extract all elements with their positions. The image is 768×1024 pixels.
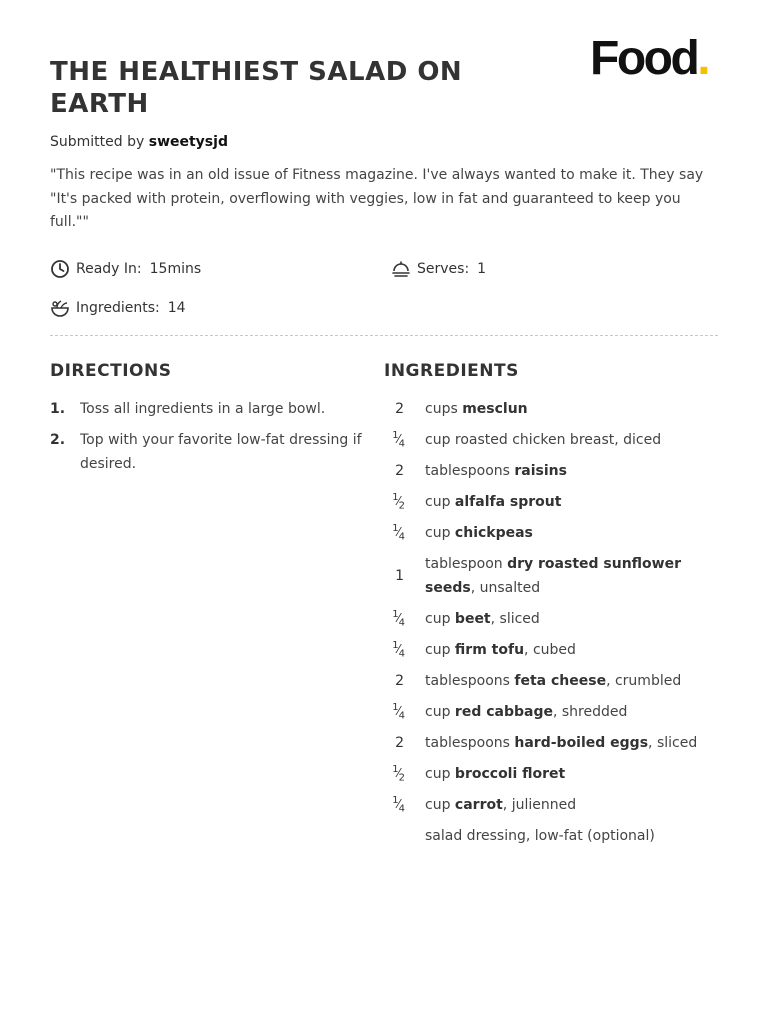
step-text: Top with your favorite low-fat dressing if desired. [80, 432, 362, 472]
fraction-numerator: 1 [392, 702, 398, 714]
ingredient-item [384, 428, 718, 452]
ingredient-text [425, 490, 718, 514]
ingredient-name[interactable]: chickpeas [454, 525, 533, 541]
ingredient-quantity [384, 463, 404, 479]
ingredient-unit: cup roasted chicken breast, diced [425, 432, 662, 448]
fraction-numerator: 1 [392, 430, 398, 442]
quantity-fraction [392, 764, 404, 784]
ingredient-item [384, 824, 718, 848]
ingredient-unit: tablespoon [425, 556, 508, 572]
step-number: 2. [50, 432, 66, 448]
ingredients-count [50, 298, 186, 318]
ready-in-value: 15mins [149, 261, 202, 277]
fraction-denominator: 2 [398, 500, 404, 512]
ready-in-label: Ready In: [76, 261, 142, 277]
ingredient-unit: tablespoons [425, 735, 515, 751]
directions-heading: DIRECTIONS [50, 361, 172, 381]
serving-dish-icon [391, 259, 411, 279]
ingredient-note: , cubed [524, 642, 576, 658]
direction-step [50, 428, 385, 476]
ingredient-note: , crumbled [606, 673, 682, 689]
fraction-numerator: 1 [392, 764, 398, 776]
ingredient-quantity [384, 735, 404, 751]
fraction-numerator: 1 [392, 640, 398, 652]
logo-dot: . [697, 32, 709, 85]
fraction-slash: ⁄ [397, 611, 399, 626]
serves [391, 259, 486, 279]
ingredient-text [425, 762, 718, 786]
fraction-denominator: 4 [398, 438, 404, 450]
quantity-fraction [392, 492, 404, 512]
ingredient-name[interactable]: firm tofu [454, 642, 525, 658]
quantity-whole: 2 [395, 673, 404, 689]
ingredient-text [425, 793, 718, 817]
fraction-slash: ⁄ [397, 766, 399, 781]
ingredient-item [384, 793, 718, 817]
ingredients-count-label: Ingredients: [76, 300, 160, 316]
serves-value: 1 [477, 261, 487, 277]
fraction-numerator: 1 [392, 492, 398, 504]
recipe-description: "This recipe was in an old issue of Fitness magazine. I've always wanted to make it. They say "It's packed with protein, overflowing with veggies, low in fat and guaranteed to keep you full."" [50, 167, 704, 230]
ingredient-text [425, 552, 718, 600]
ingredient-text [425, 397, 718, 421]
ingredient-unit: cup [425, 766, 455, 782]
ingredient-text [425, 607, 718, 631]
ingredient-text [425, 669, 718, 693]
ingredient-note: , sliced [490, 611, 540, 627]
ingredient-unit: cup [425, 525, 455, 541]
fraction-numerator: 1 [392, 795, 398, 807]
ingredient-note: , julienned [502, 797, 577, 813]
ingredient-text [425, 638, 718, 662]
ingredient-text [425, 824, 718, 848]
ingredient-item [384, 490, 718, 514]
clock-icon [50, 259, 70, 279]
fraction-denominator: 4 [398, 710, 404, 722]
ingredient-unit: cup [425, 611, 455, 627]
ingredient-name[interactable]: red cabbage [454, 704, 553, 720]
ingredient-unit: cup [425, 797, 455, 813]
ingredient-text [425, 731, 718, 755]
ingredient-text [425, 700, 718, 724]
ingredient-text [425, 521, 718, 545]
direction-step [50, 397, 385, 421]
quantity-whole: 1 [395, 568, 404, 584]
ingredient-quantity [384, 673, 404, 689]
ingredient-name[interactable]: carrot [454, 797, 503, 813]
fraction-denominator: 4 [398, 648, 404, 660]
fraction-slash: ⁄ [397, 642, 399, 657]
fraction-denominator: 2 [398, 772, 404, 784]
ingredient-item [384, 731, 718, 755]
author-name[interactable]: sweetysjd [148, 134, 228, 150]
ingredient-item [384, 397, 718, 421]
submitted-by [50, 132, 228, 152]
fraction-denominator: 4 [398, 617, 404, 629]
ingredient-note: , shredded [552, 704, 628, 720]
ingredient-name[interactable]: hard-boiled eggs [514, 735, 649, 751]
ingredient-item [384, 669, 718, 693]
ingredient-item [384, 459, 718, 483]
ingredient-item [384, 607, 718, 631]
fraction-numerator: 1 [392, 523, 398, 535]
recipe-title: THE HEALTHIEST SALAD ON EARTH [50, 57, 463, 119]
fraction-slash: ⁄ [397, 494, 399, 509]
ingredient-unit: cup [425, 494, 455, 510]
ingredient-item [384, 552, 718, 600]
logo-text: Food [590, 32, 698, 85]
ingredient-name[interactable]: mesclun [462, 401, 528, 417]
ingredients-bowl-icon [50, 298, 70, 318]
directions-list [50, 397, 385, 483]
quantity-fraction [392, 702, 404, 722]
ingredient-unit: cups [425, 401, 463, 417]
ingredient-quantity [384, 568, 404, 584]
ingredient-quantity [384, 702, 404, 721]
fraction-slash: ⁄ [397, 525, 399, 540]
ingredient-item [384, 638, 718, 662]
fraction-denominator: 4 [398, 531, 404, 543]
quantity-whole: 2 [395, 401, 404, 417]
ingredient-text [425, 428, 718, 452]
food-logo[interactable] [590, 30, 708, 88]
ingredient-quantity [384, 795, 404, 814]
fraction-slash: ⁄ [397, 797, 399, 812]
ingredient-name[interactable]: feta cheese [514, 673, 607, 689]
quantity-whole: 2 [395, 735, 404, 751]
fraction-slash: ⁄ [397, 432, 399, 447]
ready-in [50, 259, 201, 279]
ingredient-quantity [384, 764, 404, 783]
ingredient-note: , sliced [648, 735, 698, 751]
ingredient-quantity [384, 430, 404, 449]
serves-label: Serves: [417, 261, 470, 277]
ingredient-unit: tablespoons [425, 673, 515, 689]
quantity-fraction [392, 795, 404, 815]
ingredient-item [384, 762, 718, 786]
ingredient-quantity [384, 492, 404, 511]
ingredient-quantity [384, 523, 404, 542]
quantity-fraction [392, 523, 404, 543]
ingredient-name[interactable]: alfalfa sprout [454, 494, 562, 510]
fraction-denominator: 4 [398, 803, 404, 815]
step-number: 1. [50, 401, 66, 417]
ingredient-quantity [384, 401, 404, 417]
ingredient-text [425, 459, 718, 483]
ingredients-heading: INGREDIENTS [384, 361, 519, 381]
quantity-whole: 2 [395, 463, 404, 479]
section-divider [50, 335, 718, 336]
ingredient-name[interactable]: raisins [514, 463, 567, 479]
step-text: Toss all ingredients in a large bowl. [80, 401, 326, 417]
fraction-slash: ⁄ [397, 704, 399, 719]
submitted-label: Submitted by [50, 134, 145, 150]
ingredients-count-value: 14 [167, 300, 186, 316]
ingredients-list [384, 397, 718, 855]
ingredient-quantity [384, 640, 404, 659]
ingredient-item [384, 700, 718, 724]
quantity-fraction [392, 430, 404, 450]
ingredient-unit: cup [425, 704, 455, 720]
ingredient-name[interactable]: broccoli floret [454, 766, 566, 782]
ingredient-item [384, 521, 718, 545]
ingredient-name[interactable]: beet [454, 611, 491, 627]
ingredient-note: , unsalted [470, 580, 541, 596]
fraction-numerator: 1 [392, 609, 398, 621]
ingredient-unit: tablespoons [425, 463, 515, 479]
ingredient-unit: salad dressing, low-fat (optional) [425, 828, 655, 844]
ingredient-name[interactable]: dry roasted sunflower seeds [425, 556, 681, 596]
quantity-fraction [392, 609, 404, 629]
quantity-fraction [392, 640, 404, 660]
ingredient-quantity [384, 609, 404, 628]
ingredient-unit: cup [425, 642, 455, 658]
